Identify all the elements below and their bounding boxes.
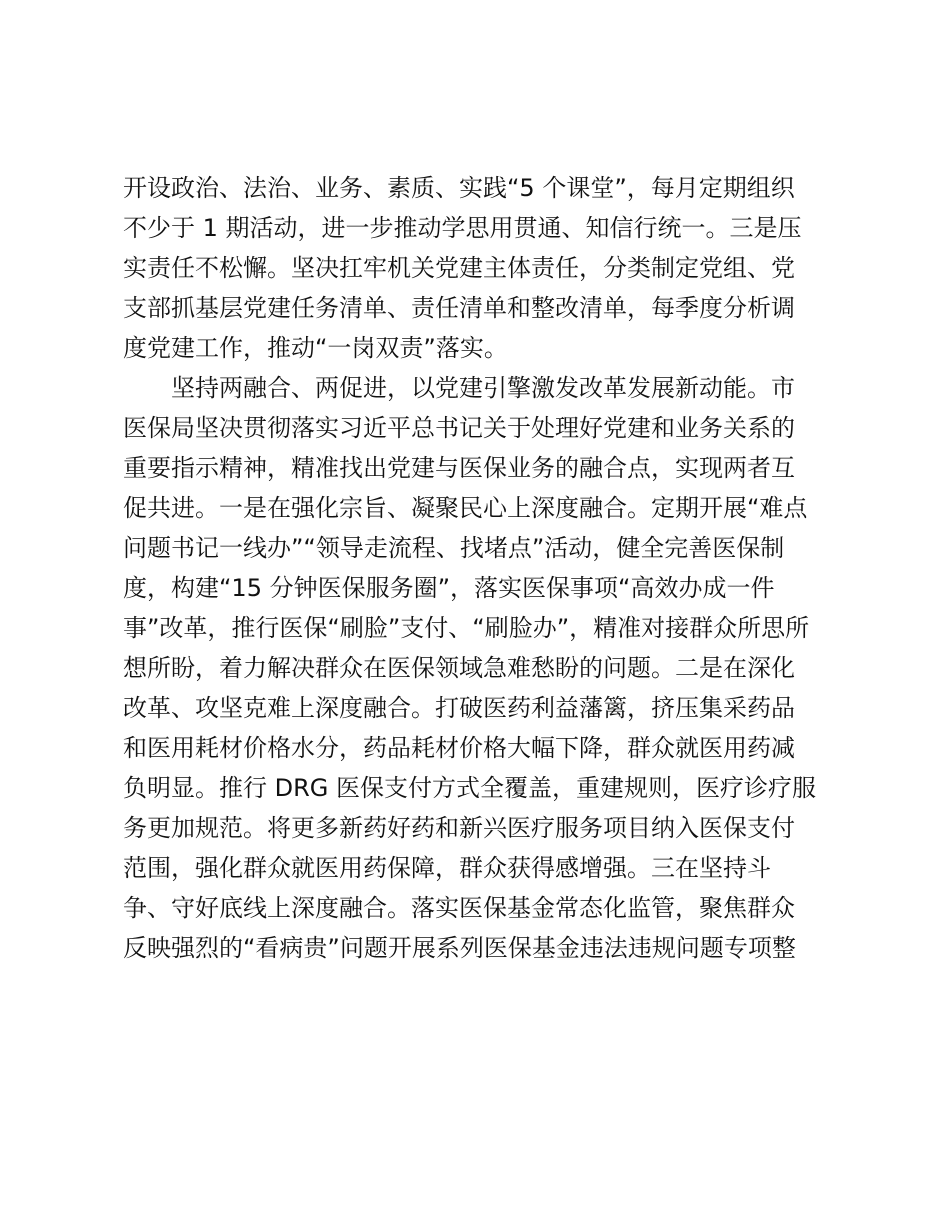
text-line: 重要指示精神，精准找出党建与医保业务的融合点，实现两者互	[123, 454, 795, 482]
text-line: 务更加规范。将更多新药好药和新兴医疗服务项目纳入医保支付	[123, 814, 795, 842]
text-line: 坚持两融合、两促进，以党建引擎激发改革发展新动能。市	[171, 374, 795, 402]
text-line: 实责任不松懈。坚决扛牢机关党建主体责任，分类制定党组、党	[123, 254, 795, 282]
text-line: 事”改革，推行医保“刷脸”支付、“刷脸办”，精准对接群众所思所	[123, 614, 810, 642]
text-line: 反映强烈的“看病贵”问题开展系列医保基金违法违规问题专项整	[123, 934, 796, 962]
text-line: 促共进。一是在强化宗旨、凝聚民心上深度融合。定期开展“难点	[123, 494, 808, 522]
text-line: 度，构建“15 分钟医保服务圈”，落实医保事项“高效办成一件	[123, 574, 775, 602]
text-line: 医保局坚决贯彻落实习近平总书记关于处理好党建和业务关系的	[123, 414, 795, 442]
text-line: 负明显。推行 DRG 医保支付方式全覆盖，重建规则，医疗诊疗服	[123, 774, 817, 802]
text-line: 改革、攻坚克难上深度融合。打破医药利益藩篱，挤压集采药品	[123, 694, 795, 722]
text-line: 争、守好底线上深度融合。落实医保基金常态化监管，聚焦群众	[123, 894, 795, 922]
document-body	[123, 168, 843, 968]
text-line: 问题书记一线办”“领导走流程、找堵点”活动，健全完善医保制	[123, 534, 785, 562]
text-line: 想所盼，着力解决群众在医保领域急难愁盼的问题。二是在深化	[123, 654, 795, 682]
text-line: 度党建工作，推动“一岗双责”落实。	[123, 334, 508, 362]
text-line: 不少于 1 期活动，进一步推动学思用贯通、知信行统一。三是压	[123, 214, 802, 242]
text-line: 支部抓基层党建任务清单、责任清单和整改清单，每季度分析调	[123, 294, 795, 322]
text-line: 范围，强化群众就医用药保障，群众获得感增强。三在坚持斗	[123, 854, 771, 882]
text-line: 开设政治、法治、业务、素质、实践“5 个课堂”，每月定期组织	[123, 174, 795, 202]
text-line: 和医用耗材价格水分，药品耗材价格大幅下降，群众就医用药减	[123, 734, 795, 762]
